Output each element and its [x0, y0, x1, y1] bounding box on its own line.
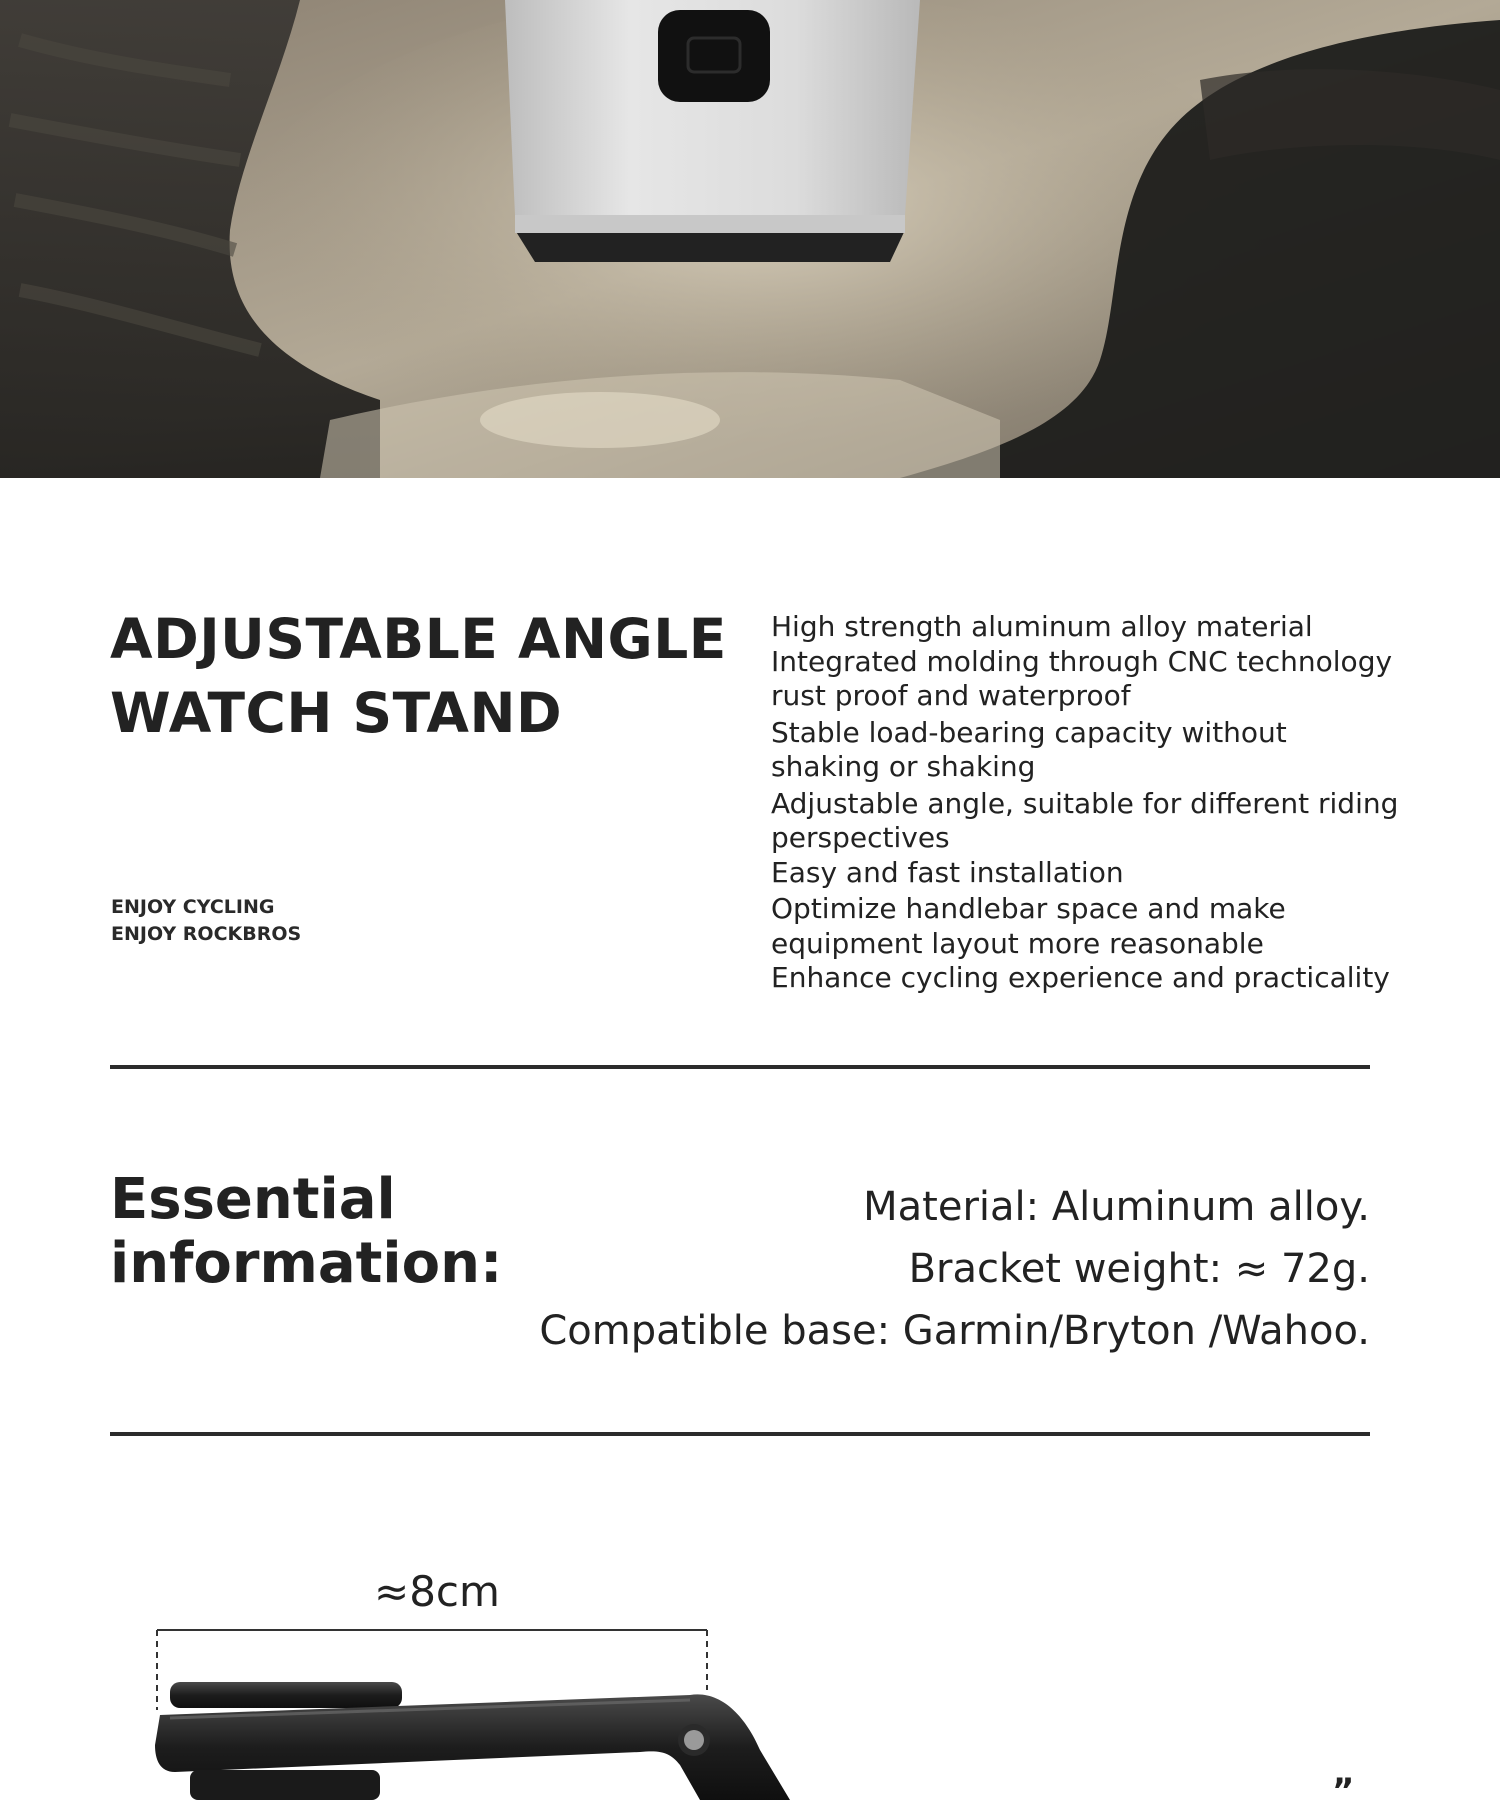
feature-line: perspectives: [771, 821, 950, 854]
feature-line: Optimize handlebar space and make: [771, 892, 1286, 925]
feature-line: Integrated molding through CNC technology: [771, 644, 1393, 678]
brand-tagline: [111, 894, 301, 948]
product-title: [110, 602, 727, 750]
spec-weight: Bracket weight: ≈ 72g.: [908, 1246, 1370, 1292]
title-line-1: ADJUSTABLE ANGLE: [110, 607, 727, 671]
tagline-line-1: ENJOY CYCLING: [111, 896, 275, 918]
essential-line-1: Essential: [110, 1167, 396, 1232]
feature-line: Stable load-bearing capacity without: [771, 715, 1287, 749]
feature-line: equipment layout more reasonable: [771, 926, 1264, 960]
feature-item: [771, 892, 1471, 996]
footer-mark: ”: [1332, 1771, 1355, 1800]
feature-item: [771, 610, 1471, 714]
feature-line: Adjustable angle, suitable for different riding: [771, 786, 1399, 820]
section-divider: [110, 1065, 1370, 1069]
essential-line-2: information:: [110, 1231, 503, 1296]
feature-item: [771, 787, 1471, 891]
hero-photo: [0, 0, 1500, 478]
spec-material: Material: Aluminum alloy.: [863, 1184, 1370, 1230]
spec-base: Compatible base: Garmin/Bryton /Wahoo.: [539, 1308, 1370, 1354]
feature-line: High strength aluminum alloy material: [771, 610, 1313, 643]
essential-heading: [110, 1168, 502, 1296]
mount-illustration: [0, 1620, 1500, 1800]
feature-line: rust proof and waterproof: [771, 679, 1131, 712]
feature-line: Easy and fast installation: [771, 855, 1124, 889]
feature-item: [771, 716, 1471, 785]
title-line-2: WATCH STAND: [110, 681, 563, 745]
mount-drawing: [0, 1620, 1500, 1800]
feature-list: [771, 610, 1471, 998]
tagline-line-2: ENJOY ROCKBROS: [111, 923, 302, 945]
feature-line: shaking or shaking: [771, 750, 1036, 783]
section-divider: [110, 1432, 1370, 1436]
dimension-label: ≈8cm: [374, 1567, 500, 1616]
spec-list: [539, 1176, 1370, 1362]
watch-stand-photo: [0, 0, 1500, 478]
feature-line: Enhance cycling experience and practicality: [771, 961, 1390, 994]
